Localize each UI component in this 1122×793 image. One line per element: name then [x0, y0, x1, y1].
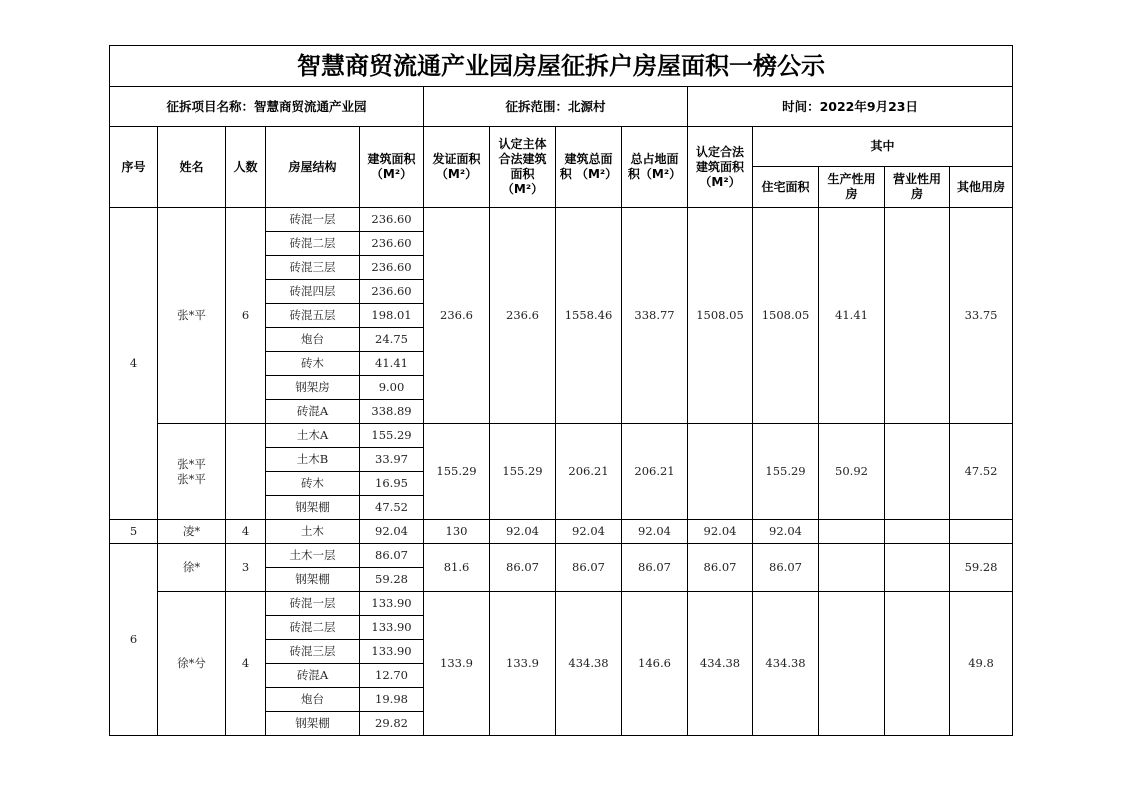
recognized-area-cell: 92.04 — [490, 520, 556, 544]
area-cell: 24.75 — [360, 328, 424, 352]
residential-cell: 434.38 — [753, 592, 819, 736]
other-cell: 33.75 — [950, 208, 1013, 424]
header-line: 生产性用 — [827, 172, 876, 186]
scope: 征拆范围：北源村 — [424, 87, 688, 127]
structure-cell: 土木 — [266, 520, 360, 544]
header-structure: 房屋结构 — [266, 127, 360, 208]
seq-cell: 5 — [110, 520, 158, 544]
structure-cell: 砖混二层 — [266, 232, 360, 256]
structure-cell: 土木B — [266, 448, 360, 472]
header-production — [819, 167, 885, 208]
production-cell — [819, 520, 885, 544]
header-other: 其他用房 — [950, 167, 1013, 208]
header-cert-area — [424, 127, 490, 208]
header-seq: 序号 — [110, 127, 158, 208]
header-line: 积（M²） — [627, 167, 682, 181]
area-cell: 92.04 — [360, 520, 424, 544]
area-cell: 338.89 — [360, 400, 424, 424]
recognized-area-cell: 155.29 — [490, 424, 556, 520]
area-cell: 236.60 — [360, 256, 424, 280]
other-cell: 47.52 — [950, 424, 1013, 520]
area-cell: 33.97 — [360, 448, 424, 472]
production-cell — [819, 592, 885, 736]
land-area-cell: 92.04 — [622, 520, 688, 544]
header-line: 房 — [910, 187, 923, 201]
legal-area-cell: 86.07 — [688, 544, 753, 592]
header-line: 合法建筑 — [498, 152, 547, 166]
header-line: 发证面积 — [432, 152, 481, 166]
header-line: 认定主体 — [498, 137, 547, 151]
other-cell — [950, 520, 1013, 544]
header-line: 面积 — [510, 167, 535, 181]
recognized-area-cell: 236.6 — [490, 208, 556, 424]
area-cell: 133.90 — [360, 616, 424, 640]
structure-cell: 土木A — [266, 424, 360, 448]
total-area-cell: 206.21 — [556, 424, 622, 520]
header-line: 建筑总面 — [564, 152, 613, 166]
seq-cell: 4 — [110, 208, 158, 520]
land-area-cell: 146.6 — [622, 592, 688, 736]
table-row — [110, 544, 1013, 568]
header-line: （M²） — [370, 167, 413, 181]
residential-cell: 155.29 — [753, 424, 819, 520]
area-cell: 236.60 — [360, 232, 424, 256]
header-residential: 住宅面积 — [753, 167, 819, 208]
area-cell: 16.95 — [360, 472, 424, 496]
page-title: 智慧商贸流通产业园房屋征拆户房屋面积一榜公示 — [110, 46, 1013, 87]
structure-cell: 砖混四层 — [266, 280, 360, 304]
cert-area-cell: 133.9 — [424, 592, 490, 736]
business-cell — [885, 208, 950, 424]
recognized-area-cell: 86.07 — [490, 544, 556, 592]
legal-area-cell: 1508.05 — [688, 208, 753, 424]
structure-cell: 砖混一层 — [266, 592, 360, 616]
structure-cell: 炮台 — [266, 688, 360, 712]
disclosure-table — [109, 45, 1013, 736]
structure-cell: 砖混A — [266, 400, 360, 424]
total-area-cell: 434.38 — [556, 592, 622, 736]
header-recognized-area — [490, 127, 556, 208]
table-row — [110, 520, 1013, 544]
header-build-area — [360, 127, 424, 208]
area-cell: 59.28 — [360, 568, 424, 592]
structure-cell: 钢架棚 — [266, 496, 360, 520]
header-line: 总占地面 — [630, 152, 679, 166]
business-cell — [885, 424, 950, 520]
recognized-area-cell: 133.9 — [490, 592, 556, 736]
production-cell: 50.92 — [819, 424, 885, 520]
header-line: 营业性用 — [892, 172, 941, 186]
name-cell: 张*平 张*平 — [158, 424, 226, 520]
area-cell: 29.82 — [360, 712, 424, 736]
residential-cell: 1508.05 — [753, 208, 819, 424]
header-persons: 人数 — [226, 127, 266, 208]
header-line: 建筑面积 — [367, 152, 416, 166]
area-cell: 236.60 — [360, 280, 424, 304]
seq-cell: 6 — [110, 544, 158, 736]
structure-cell: 炮台 — [266, 328, 360, 352]
name-cell: 徐*兮 — [158, 592, 226, 736]
structure-cell: 砖混二层 — [266, 616, 360, 640]
land-area-cell: 338.77 — [622, 208, 688, 424]
header-total-area — [556, 127, 622, 208]
date: 时间：2022年9月23日 — [688, 87, 1013, 127]
land-area-cell: 86.07 — [622, 544, 688, 592]
header-line: （M²） — [435, 167, 478, 181]
project-name: 征拆项目名称：智慧商贸流通产业园 — [110, 87, 424, 127]
persons-cell: 4 — [226, 520, 266, 544]
structure-cell: 砖混三层 — [266, 640, 360, 664]
legal-area-cell — [688, 424, 753, 520]
table-row — [110, 424, 1013, 448]
table-row — [110, 208, 1013, 232]
residential-cell: 92.04 — [753, 520, 819, 544]
area-cell: 47.52 — [360, 496, 424, 520]
cert-area-cell: 155.29 — [424, 424, 490, 520]
name-cell: 徐* — [158, 544, 226, 592]
area-cell: 9.00 — [360, 376, 424, 400]
business-cell — [885, 544, 950, 592]
persons-cell: 3 — [226, 544, 266, 592]
area-cell: 12.70 — [360, 664, 424, 688]
header-of-which: 其中 — [753, 127, 1013, 167]
residential-cell: 86.07 — [753, 544, 819, 592]
header-business — [885, 167, 950, 208]
total-area-cell: 92.04 — [556, 520, 622, 544]
header-line: （M²） — [699, 174, 741, 189]
legal-area-cell: 92.04 — [688, 520, 753, 544]
business-cell — [885, 520, 950, 544]
area-cell: 133.90 — [360, 592, 424, 616]
other-cell: 49.8 — [950, 592, 1013, 736]
structure-cell: 砖木 — [266, 352, 360, 376]
area-cell: 155.29 — [360, 424, 424, 448]
structure-cell: 砖混三层 — [266, 256, 360, 280]
header-legal-area — [688, 127, 753, 208]
header-line: 认定合法 — [695, 144, 744, 159]
header-line: 建筑面积 — [695, 159, 744, 174]
other-cell: 59.28 — [950, 544, 1013, 592]
structure-cell: 钢架棚 — [266, 712, 360, 736]
legal-area-cell: 434.38 — [688, 592, 753, 736]
header-land-area — [622, 127, 688, 208]
land-area-cell: 206.21 — [622, 424, 688, 520]
cert-area-cell: 236.6 — [424, 208, 490, 424]
structure-cell: 砖混五层 — [266, 304, 360, 328]
business-cell — [885, 592, 950, 736]
structure-cell: 砖木 — [266, 472, 360, 496]
header-line: 房 — [845, 187, 858, 201]
structure-cell: 砖混A — [266, 664, 360, 688]
persons-cell: 4 — [226, 592, 266, 736]
total-area-cell: 86.07 — [556, 544, 622, 592]
structure-cell: 钢架棚 — [266, 568, 360, 592]
name-cell: 凌* — [158, 520, 226, 544]
area-cell: 236.60 — [360, 208, 424, 232]
name-cell: 张*平 — [158, 208, 226, 424]
header-line: 积 （M²） — [559, 167, 618, 181]
production-cell: 41.41 — [819, 208, 885, 424]
persons-cell: 6 — [226, 208, 266, 424]
total-area-cell: 1558.46 — [556, 208, 622, 424]
structure-cell: 钢架房 — [266, 376, 360, 400]
table-row — [110, 592, 1013, 616]
area-cell: 86.07 — [360, 544, 424, 568]
production-cell — [819, 544, 885, 592]
structure-cell: 土木一层 — [266, 544, 360, 568]
cert-area-cell: 130 — [424, 520, 490, 544]
area-cell: 19.98 — [360, 688, 424, 712]
structure-cell: 砖混一层 — [266, 208, 360, 232]
persons-cell — [226, 424, 266, 520]
header-line: （M²） — [501, 182, 544, 196]
area-cell: 198.01 — [360, 304, 424, 328]
header-name: 姓名 — [158, 127, 226, 208]
area-cell: 41.41 — [360, 352, 424, 376]
area-cell: 133.90 — [360, 640, 424, 664]
cert-area-cell: 81.6 — [424, 544, 490, 592]
